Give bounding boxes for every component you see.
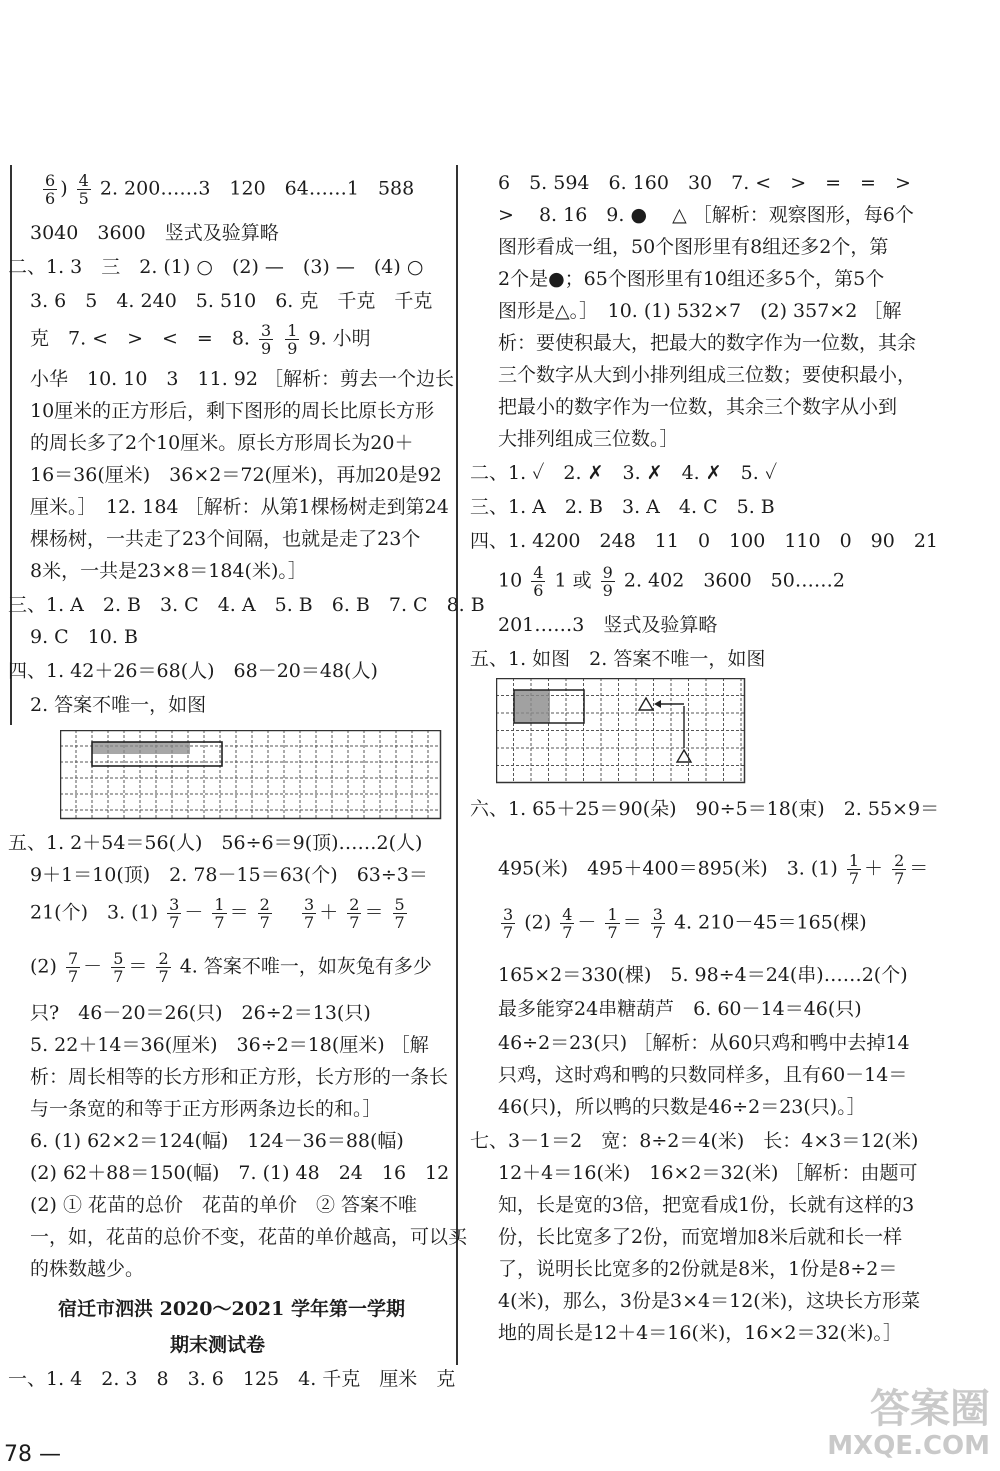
page-number: 78 — (4, 1442, 61, 1467)
answer-line: 厘米。］ 12. 184 ［解析：从第1棵杨树走到第24 (30, 496, 449, 518)
answer-line: 的周长多了2个10厘米。原长方形周长为20＋ (30, 432, 414, 454)
answer-line: 165×2＝330(棵) 5. 98÷4＝24(串)……2(个) (498, 964, 908, 986)
answer-line: 五、1. 2＋54＝56(人) 56÷6＝9(顶)……2(人) (8, 832, 423, 854)
answer-line: 21(个) 3. (1) $\frac{3}{7}$ － $\frac{1}{7}$ ＝ $\frac{2}{7}$ $\frac{3}{7}$ ＋ $\frac{2}{7}$ ＝ $\frac{5}{7}$ (30, 895, 405, 932)
answer-line: 6 5. 594 6. 160 30 7. < > = = > (498, 172, 911, 194)
shaded-square (514, 690, 550, 723)
answer-line: 4(米)，那么，3份是3×4＝12(米)，这块长方形菜 (498, 1290, 921, 1312)
answer-line: 最多能穿24串糖葫芦 6. 60－14＝46(只) (498, 998, 862, 1020)
answer-line: 9＋1＝10(顶) 2. 78－15＝63(个) 63÷3＝ (30, 864, 428, 886)
answer-line: 16＝36(厘米) 36×2＝72(厘米)，再加20是92 (30, 464, 442, 486)
answer-line: 克 7. < > < = 8. $\frac{3}{9}$ $\frac{1}{9}$ 9. 小明 (30, 321, 371, 358)
watermark: 答案圈 MXQE.COM (827, 1386, 990, 1461)
answer-line: 5. 22＋14＝36(厘米) 36÷2＝18(厘米) ［解 (30, 1034, 429, 1056)
answer-line: 10厘米的正方形后，剩下图形的周长比原长方形 (30, 400, 435, 422)
answer-line: 只鸡，这时鸡和鸭的只数同样多，且有60－14＝ (498, 1064, 908, 1086)
triangle-shape-top (639, 698, 653, 710)
column-divider (456, 165, 458, 1365)
answer-line: 9. C 10. B (30, 626, 138, 648)
answer-line: 四、1. 42＋26＝68(人) 68－20＝48(人) (8, 660, 378, 682)
arrow-head (654, 700, 661, 708)
answer-line: 12＋4＝16(米) 16×2＝32(米) ［解析：由题可 (498, 1162, 918, 1184)
answer-line: 2. 答案不唯一，如图 (30, 694, 207, 716)
answer-line: > 8. 16 9. ● △ ［解析：观察图形，每6个 (498, 204, 914, 226)
answer-line: 份，长比宽多了2份，而宽增加8米后就和长一样 (498, 1226, 903, 1248)
answer-line: 把最小的数字作为一位数，其余三个数字从小到 (498, 396, 898, 418)
answer-line: 棵杨树，一共走了23个间隔，也就是走了23个 (30, 528, 421, 550)
shaded-rectangle (92, 742, 190, 754)
answer-line: 46÷2＝23(只) ［解析：从60只鸡和鸭中去掉14 (498, 1032, 910, 1054)
answer-line: (2) $\frac{7}{7}$ － $\frac{5}{7}$ ＝ $\frac{2}{7}$ 4. 答案不唯一，如灰兔有多少 (30, 949, 432, 986)
answer-line: 46(只)，所以鸭的只数是46÷2＝23(只)。］ (498, 1096, 866, 1118)
answer-line: 七、3－1＝2 宽：8÷2＝4(米) 长：4×3＝12(米) (470, 1130, 919, 1152)
answer-line: 二、1. 3 三 2. (1) ○ (2) — (3) — (4) ○ (8, 256, 424, 278)
answer-line: 一、1. 4 2. 3 8 3. 6 125 4. 千克 厘米 克 (8, 1368, 456, 1390)
answer-line: 一，如，花苗的总价不变，花苗的单价越高，可以买 (30, 1226, 468, 1248)
answer-line: 析：要使积最大，把最大的数字作为一位数，其余 (498, 332, 917, 354)
answer-line: 二、1. ✓ 2. ✗ 3. ✗ 4. ✗ 5. ✓ (470, 462, 778, 484)
answer-line: 201……3 竖式及验算略 (498, 614, 718, 636)
answer-line: (2) 62＋88＝150(幅) 7. (1) 48 24 16 12 (30, 1162, 450, 1184)
answer-line: 的株数越少。 (30, 1258, 145, 1280)
answer-line: 小华 10. 10 3 11. 92 ［解析：剪去一个边长 (30, 368, 454, 390)
answer-line: 2个是●；65个图形里有10组还多5个，第5个 (498, 268, 885, 290)
answer-line: 五、1. 如图 2. 答案不唯一，如图 (470, 648, 766, 670)
answer-line: 8米，一共是23×8＝184(米)。］ (30, 560, 307, 582)
answer-line: 3. 6 5 4. 240 5. 510 6. 克 千克 千克 (30, 290, 433, 312)
grid-figure-left (60, 730, 442, 820)
answer-line: 地的周长是12＋4＝16(米)，16×2＝32(米)。］ (498, 1322, 902, 1344)
answer-line: 知，长是宽的3倍，把宽看成1份，长就有这样的3 (498, 1194, 915, 1216)
exam-subtitle: 期末测试卷 (170, 1334, 266, 1356)
answer-line: 析：周长相等的长方形和正方形，长方形的一条长 (30, 1066, 449, 1088)
answer-line: 三、1. A 2. B 3. C 4. A 5. B 6. B 7. C 8. B (8, 594, 485, 616)
answer-line: 10 $\frac{4}{6}$ 1 或 $\frac{9}{9}$ 2. 402 3600 50……2 (498, 563, 845, 600)
grid-figure-right (496, 678, 746, 784)
answer-line: 与一条宽的和等于正方形两条边长的和。］ (30, 1098, 382, 1120)
answer-line: 三个数字从大到小排列组成三位数；要使积最小， (498, 364, 917, 386)
answer-line: 四、1. 4200 248 11 0 100 110 0 90 21 (470, 530, 939, 552)
answer-line: $\frac{6}{6}$ ) $\frac{4}{5}$ 2. 200……3 120 64……1 588 (45, 171, 415, 208)
answer-line: 图形看成一组，50个图形里有8组还多2个，第 (498, 236, 889, 258)
answer-line: (2) ① 花苗的总价 花苗的单价 ② 答案不唯 (30, 1194, 418, 1216)
left-margin-rule (10, 165, 12, 725)
answer-line: 495(米) 495＋400＝895(米) 3. (1) $\frac{1}{7}$ ＋ $\frac{2}{7}$ ＝ (498, 851, 929, 888)
answer-line: 大排列组成三位数。］ (498, 428, 679, 450)
answer-line: 三、1. A 2. B 3. A 4. C 5. B (470, 496, 775, 518)
answer-line: 6. (1) 62×2＝124(幅) 124－36＝88(幅) (30, 1130, 404, 1152)
answer-line: $\frac{3}{7}$ (2) $\frac{4}{7}$ － $\frac{1}{7}$ ＝ $\frac{3}{7}$ 4. 210－45＝165(棵) (503, 905, 867, 942)
exam-title: 宿迁市泗洪 2020～2021 学年第一学期 (58, 1298, 405, 1320)
answer-line: 了，说明长比宽多的2份就是8米，1份是8÷2＝ (498, 1258, 898, 1280)
answer-line: 3040 3600 竖式及验算略 (30, 222, 279, 244)
answer-line: 六、1. 65＋25＝90(朵) 90÷5＝18(束) 2. 55×9＝ (470, 798, 940, 820)
answer-line: 图形是△。］ 10. (1) 532×7 (2) 357×2 ［解 (498, 300, 902, 322)
answer-line: 只? 46－20＝26(只) 26÷2＝13(只) (30, 1002, 371, 1024)
